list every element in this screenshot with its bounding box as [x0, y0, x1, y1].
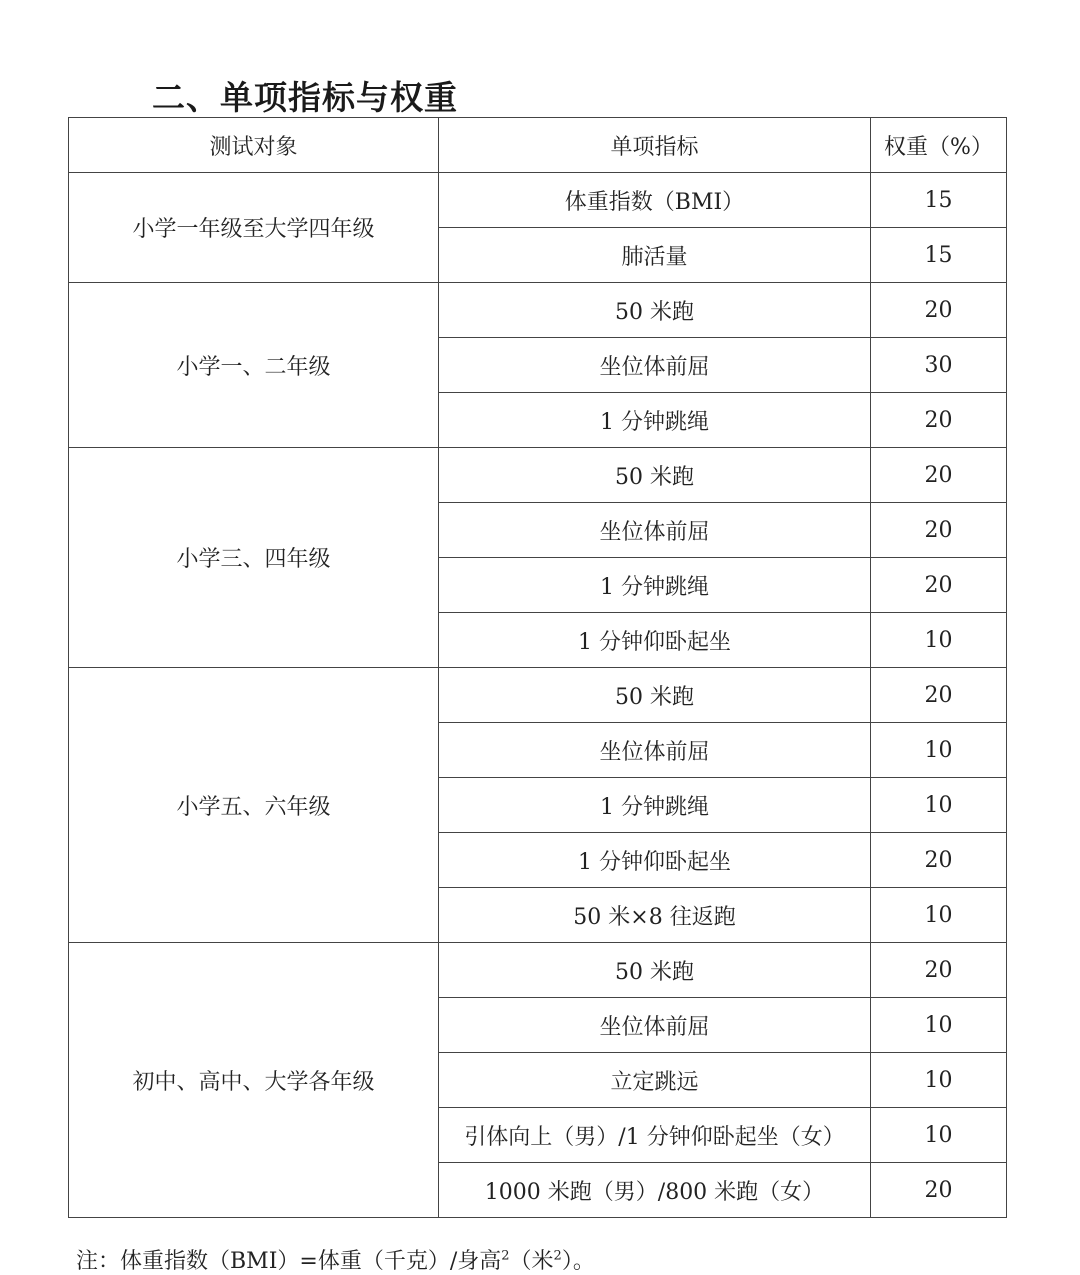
subject-cell: 小学一年级至大学四年级	[69, 173, 439, 283]
indicator-cell: 体重指数（BMI）	[439, 173, 871, 228]
weight-cell: 20	[871, 943, 1007, 998]
weight-cell: 20	[871, 283, 1007, 338]
indicator-cell: 50 米跑	[439, 448, 871, 503]
weight-cell: 10	[871, 998, 1007, 1053]
weight-cell: 15	[871, 228, 1007, 283]
subject-cell: 小学一、二年级	[69, 283, 439, 448]
indicator-cell: 引体向上（男）/1 分钟仰卧起坐（女）	[439, 1108, 871, 1163]
header-indicator: 单项指标	[439, 118, 871, 173]
weight-cell: 20	[871, 668, 1007, 723]
weight-cell: 10	[871, 778, 1007, 833]
table-body	[69, 173, 1007, 1218]
indicator-cell: 坐位体前屈	[439, 503, 871, 558]
indicator-cell: 50 米跑	[439, 283, 871, 338]
indicator-cell: 50 米跑	[439, 668, 871, 723]
indicator-cell: 1 分钟仰卧起坐	[439, 613, 871, 668]
table-row	[69, 448, 1007, 503]
weight-cell: 10	[871, 1053, 1007, 1108]
table-row	[69, 943, 1007, 998]
table-header-row	[69, 118, 1007, 173]
weight-cell: 10	[871, 613, 1007, 668]
weight-cell: 20	[871, 393, 1007, 448]
note-text: 注：体重指数（BMI）=体重（千克）/身高	[76, 1249, 502, 1274]
weight-cell: 20	[871, 833, 1007, 888]
weight-cell: 20	[871, 448, 1007, 503]
weight-cell: 20	[871, 503, 1007, 558]
weight-cell: 30	[871, 338, 1007, 393]
weight-cell: 10	[871, 888, 1007, 943]
table-row	[69, 283, 1007, 338]
table-row	[69, 668, 1007, 723]
weight-cell: 10	[871, 1108, 1007, 1163]
subject-cell: 小学五、六年级	[69, 668, 439, 943]
note-text: ）。	[561, 1249, 595, 1274]
indicator-cell: 肺活量	[439, 228, 871, 283]
weight-cell: 20	[871, 1163, 1007, 1218]
subject-cell: 初中、高中、大学各年级	[69, 943, 439, 1218]
note-superscript: 2	[501, 1248, 510, 1264]
indicator-cell: 坐位体前屈	[439, 998, 871, 1053]
header-subject: 测试对象	[69, 118, 439, 173]
indicator-cell: 坐位体前屈	[439, 723, 871, 778]
note-superscript: 2	[553, 1248, 562, 1264]
indicator-cell: 50 米跑	[439, 943, 871, 998]
note-text: （米	[509, 1249, 554, 1274]
indicator-cell: 1 分钟跳绳	[439, 558, 871, 613]
section-title: 二、单项指标与权重	[152, 78, 458, 117]
indicator-weight-table	[68, 117, 1007, 1218]
indicator-cell: 1 分钟跳绳	[439, 778, 871, 833]
indicator-cell: 立定跳远	[439, 1053, 871, 1108]
indicator-cell: 1 分钟仰卧起坐	[439, 833, 871, 888]
weight-cell: 20	[871, 558, 1007, 613]
indicator-cell: 1 分钟跳绳	[439, 393, 871, 448]
table-row	[69, 173, 1007, 228]
indicator-cell: 50 米×8 往返跑	[439, 888, 871, 943]
weight-cell: 10	[871, 723, 1007, 778]
header-weight: 权重（%）	[871, 118, 1007, 173]
weight-cell: 15	[871, 173, 1007, 228]
indicator-cell: 坐位体前屈	[439, 338, 871, 393]
subject-cell: 小学三、四年级	[69, 448, 439, 668]
indicator-cell: 1000 米跑（男）/800 米跑（女）	[439, 1163, 871, 1218]
footnote	[76, 1244, 595, 1275]
